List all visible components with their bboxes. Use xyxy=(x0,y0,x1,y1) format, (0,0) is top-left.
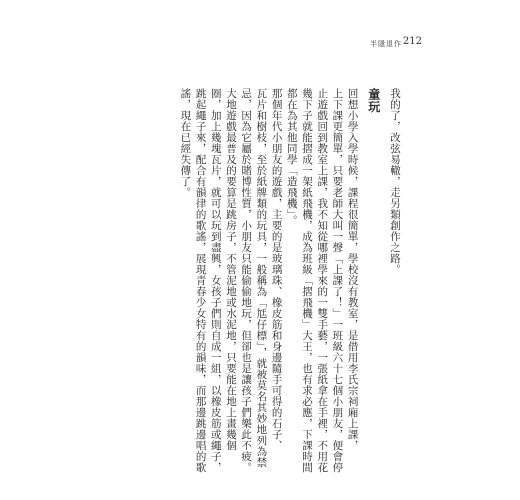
text-line: 圈，加上幾塊瓦片，就可以玩到盡興，女孩子們則自成一組，以橡皮筋或繩子， xyxy=(209,88,222,473)
text-line: 上下課更簡單，只要老師大叫一聲「上課了！」一班級六十七個小朋友，便會停 xyxy=(331,88,344,473)
text-line: 大地遊戲最普及的要算是跳房子，不管泥地或水泥地，只要能在地上畫幾個 xyxy=(224,88,237,451)
text-line: 謠，現在已經失傳了。 xyxy=(179,88,192,198)
vertical-text-block xyxy=(177,88,402,473)
text-line: 忌，因為它屬於賭博性質，小朋友只能偷偷地玩，但卻也是讓孩子們樂此不疲。 xyxy=(240,88,253,473)
section-heading: 童玩 xyxy=(366,88,381,113)
text-line: 跳起繩子來，配合有韻律的歌謠，展現青春少女特有的韻味，而那邊跳邊唱的歌 xyxy=(194,88,207,473)
page-number: 212 xyxy=(402,36,422,47)
text-line: 瓦片和樹枝，至於紙牌類的玩具，一般稱為「尪仔標」，就被莫名其妙地列為禁 xyxy=(255,88,268,468)
running-header: 半隱退作 xyxy=(370,40,402,48)
text-line: 回想小學入學時候，課程很簡單，學校沒有教室，是借用李氏宗祠廂上課， xyxy=(346,88,359,451)
text-line: 都在為其他同學「造飛機」。 xyxy=(285,88,298,226)
text-line: 幾下子就能摺成一架紙飛機，成為班級「摺飛機」大王，也有求必應，下課時間 xyxy=(300,88,313,473)
text-line: 那個年代小朋友的遊戲，主要的是玻璃珠、橡皮筋和身邊隨手可得的石子、 xyxy=(270,88,283,451)
text-line: 止遊戲回到教室上課，我不知從哪裡學來的一雙手藝，一張紙拿在手裡，不用花 xyxy=(316,88,329,473)
text-line: 我的了，改弦易轍，走另類創作之路。 xyxy=(389,88,401,275)
